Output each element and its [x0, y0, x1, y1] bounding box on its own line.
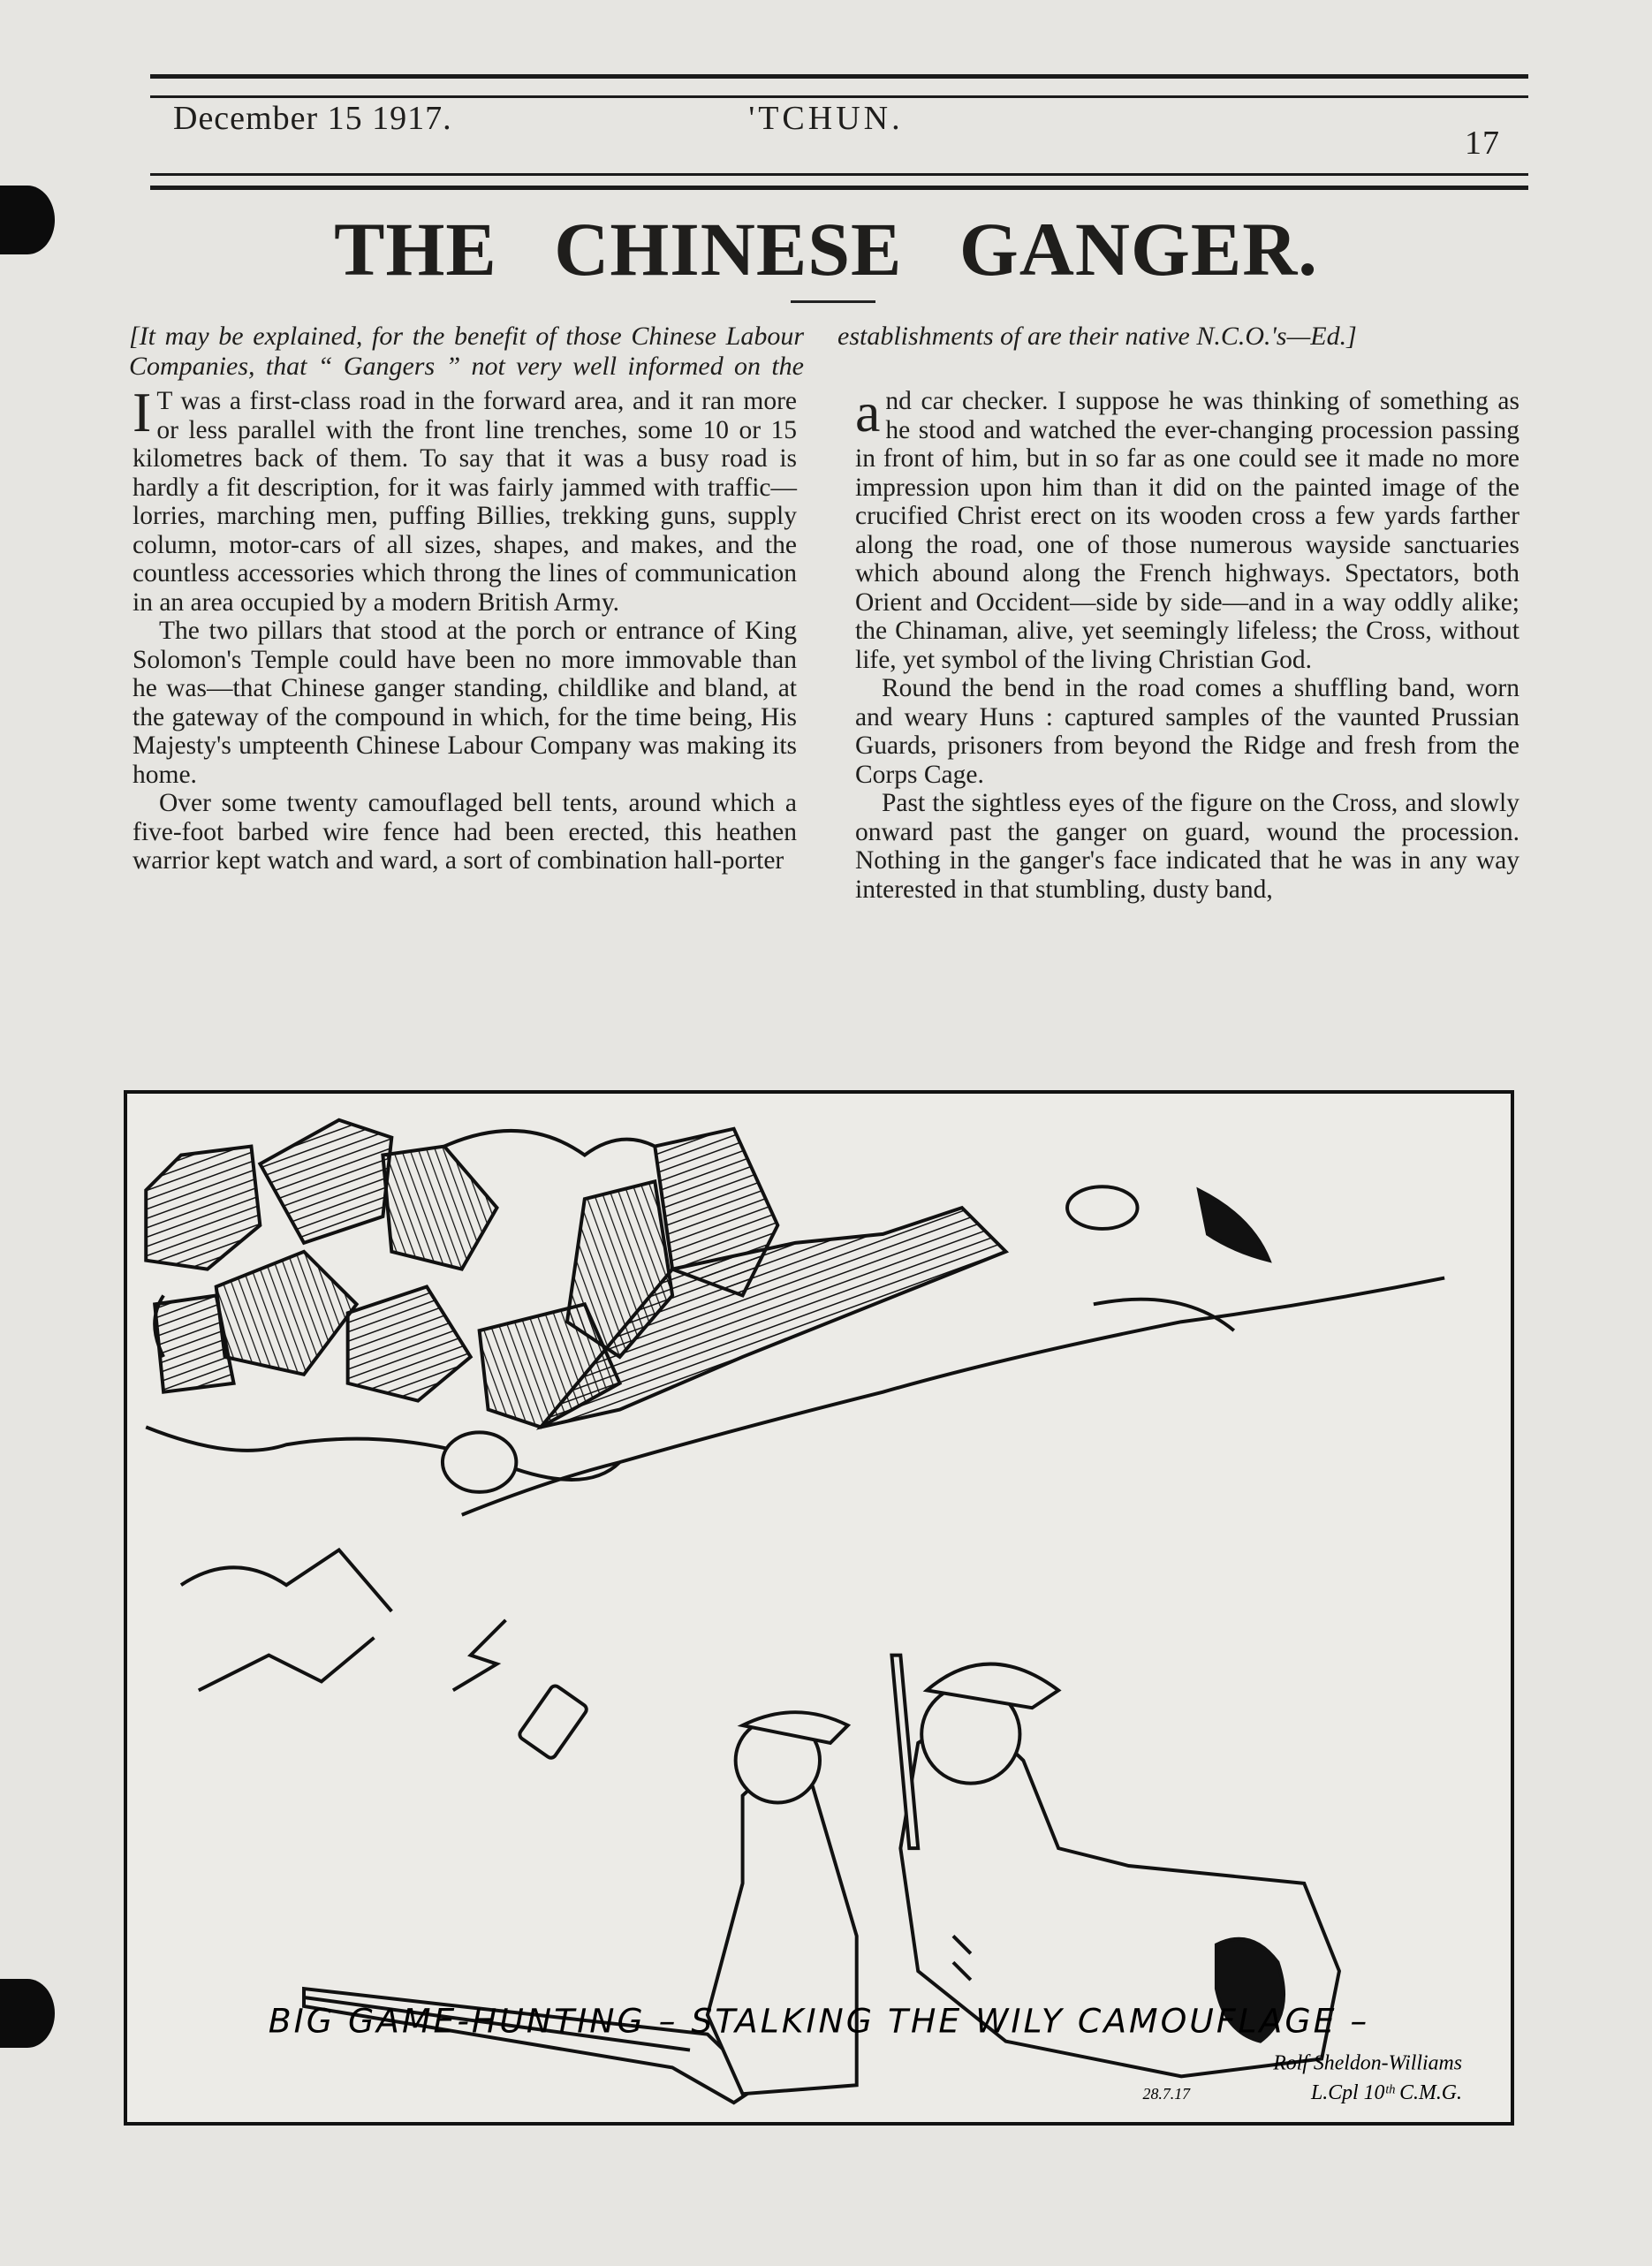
signature-rank: L.Cpl 10ᵗʰ C.M.G. [1311, 2081, 1462, 2105]
editor-note: [It may be explained, for the benefit of those Chinese Labour Companies, that “ Gangers ” not very well informed on the establishments of are their native N.C.O.'s—Ed.] [129, 322, 1357, 381]
header-rule-bottom-thin [150, 173, 1528, 176]
paragraph: Over some twenty camouflaged bell tents, around which a five-foot barbed wire fence had been erected, this heathen warrior kept watch and ward, a sort of combination hall-porter [133, 789, 797, 875]
article-column-left [133, 381, 797, 875]
page-number: 17 [1465, 125, 1500, 162]
paragraph: IT was a first-class road in the forward area, and it ran more or less parallel with the front line trenches, some 10 or 15 kilometres back of them. To say that it was a busy road is hardly a fit description, for it was fairly jammed with traffic—lorries, marching men, puffing Billies, trekking guns, supply column, motor-cars of all sizes, shapes, and makes, and the countless accessories which throng the lines of communication in an area occupied by a modern British Army. [133, 381, 797, 617]
paragraph: The two pillars that stood at the porch or entrance of King Solomon's Temple could have been no more immovable than he was—that Chinese ganger standing, childlike and bland, at the gateway of the compound in which, for the time being, His Majesty's umpteenth Chinese Labour Company was making its home. [133, 617, 797, 789]
cartoon-drawing [127, 1094, 1511, 2122]
article-title: THE CHINESE GANGER. [334, 207, 1318, 292]
article-column-right [855, 381, 1519, 904]
signature-date: 28.7.17 [1142, 2085, 1191, 2103]
tin-can [518, 1684, 588, 1760]
publication-name: 'TCHUN. [748, 100, 904, 137]
cartoon-illustration [124, 1090, 1514, 2126]
paragraph: Round the bend in the road comes a shuffling band, worn and weary Huns : captured samples of the vaunted Prussian Guards, prisoners from beyond the Ridge and fresh from the Corps Cage. [855, 674, 1519, 789]
header-rule-top-thin [150, 95, 1528, 98]
camouflage-rocks [146, 1120, 1005, 1428]
paragraph: and car checker. I suppose he was thinking of something as he stood and watched the ever-changing procession passing in front of him, but in so far as one could see it made no more impression upon him than it did on the painted image of the crucified Christ erect on its wooden cross a few yards farther along the road, one of those numerous wayside sanctuaries which abound along the French highways. Spectators, both Orient and Occident—side by side—and in a way oddly alike; the Chinaman, alive, yet seemingly lifeless; the Cross, without life, yet symbol of the living Christian God. [855, 381, 1519, 674]
cartoon-caption: BIG GAME-HUNTING – STALKING THE WILY CAMOUFLAGE – [268, 2001, 1370, 2041]
header-rule-bottom [150, 186, 1528, 190]
issue-date: December 15 1917. [173, 100, 452, 137]
paragraph: Past the sightless eyes of the figure on the Cross, and slowly onward past the ganger on guard, wound the procession. Nothing in the ganger's face indicated that he was in any way interested in that stumbling, dusty band, [855, 789, 1519, 904]
binding-hole-bottom [0, 1979, 55, 2048]
title-divider [791, 300, 875, 303]
header-rule-top [150, 74, 1528, 79]
signature-name: Rolf Sheldon-Williams [1273, 2051, 1462, 2075]
